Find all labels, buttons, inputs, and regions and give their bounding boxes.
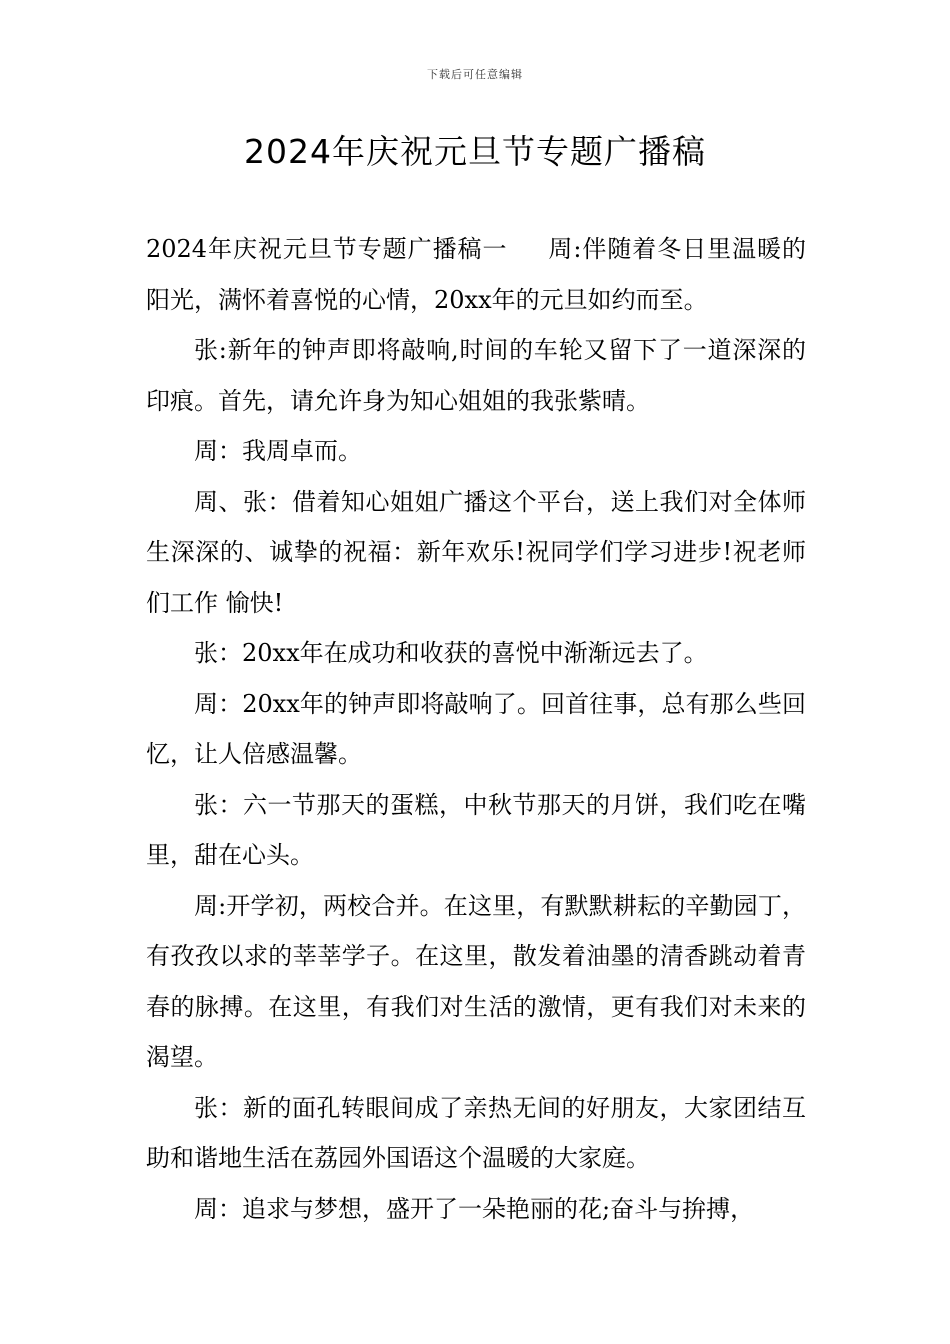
paragraph-4: 周、张：借着知心姐姐广播这个平台，送上我们对全体师生深深的、诚挚的祝福：新年欢乐!祝同学们学习进步!祝老师们工作 愉快! [146, 487, 806, 617]
paragraph-3: 周：我周卓而。 [194, 437, 362, 465]
document-title: 2024年庆祝元旦节专题广播稿 [244, 132, 706, 171]
paragraph-7: 张：六一节那天的蛋糕，中秋节那天的月饼，我们吃在嘴里，甜在心头。 [146, 790, 806, 869]
paragraph-1 [146, 224, 806, 325]
paragraph-lead: 2024年庆祝元旦节专题广播稿一 [146, 235, 508, 263]
paragraph-10: 周：追求与梦想，盛开了一朵艳丽的花;奋斗与拚搏， [194, 1194, 755, 1223]
paragraph-9: 张：新的面孔转眼间成了亲热无间的好朋友，大家团结互助和谐地生活在荔园外国语这个温暖的大家庭。 [146, 1093, 806, 1172]
header-note: 下载后可任意编辑 [427, 68, 523, 81]
paragraph-8: 周:开学初，两校合并。在这里，有默默耕耘的辛勤园丁，有孜孜以求的莘莘学子。在这里，散发着油墨的清香跳动着青春的脉搏。在这里，有我们对生活的激情，更有我们对未来的渴望。 [146, 891, 806, 1071]
paragraph-6: 周：20xx年的钟声即将敲响了。回首往事，总有那么些回忆，让人倍感温馨。 [146, 689, 806, 768]
paragraph-text: 周:伴随着冬日里温暖的阳光，满怀着喜悦的心情，20xx年的元旦如约而至。 [146, 235, 807, 314]
paragraph-2: 张:新年的钟声即将敲响,时间的车轮又留下了一道深深的印痕。首先，请允许身为知心姐姐的我张紫晴。 [146, 336, 806, 415]
document-body [146, 224, 806, 1234]
paragraph-5: 张：20xx年在成功和收获的喜悦中渐渐远去了。 [194, 639, 708, 667]
